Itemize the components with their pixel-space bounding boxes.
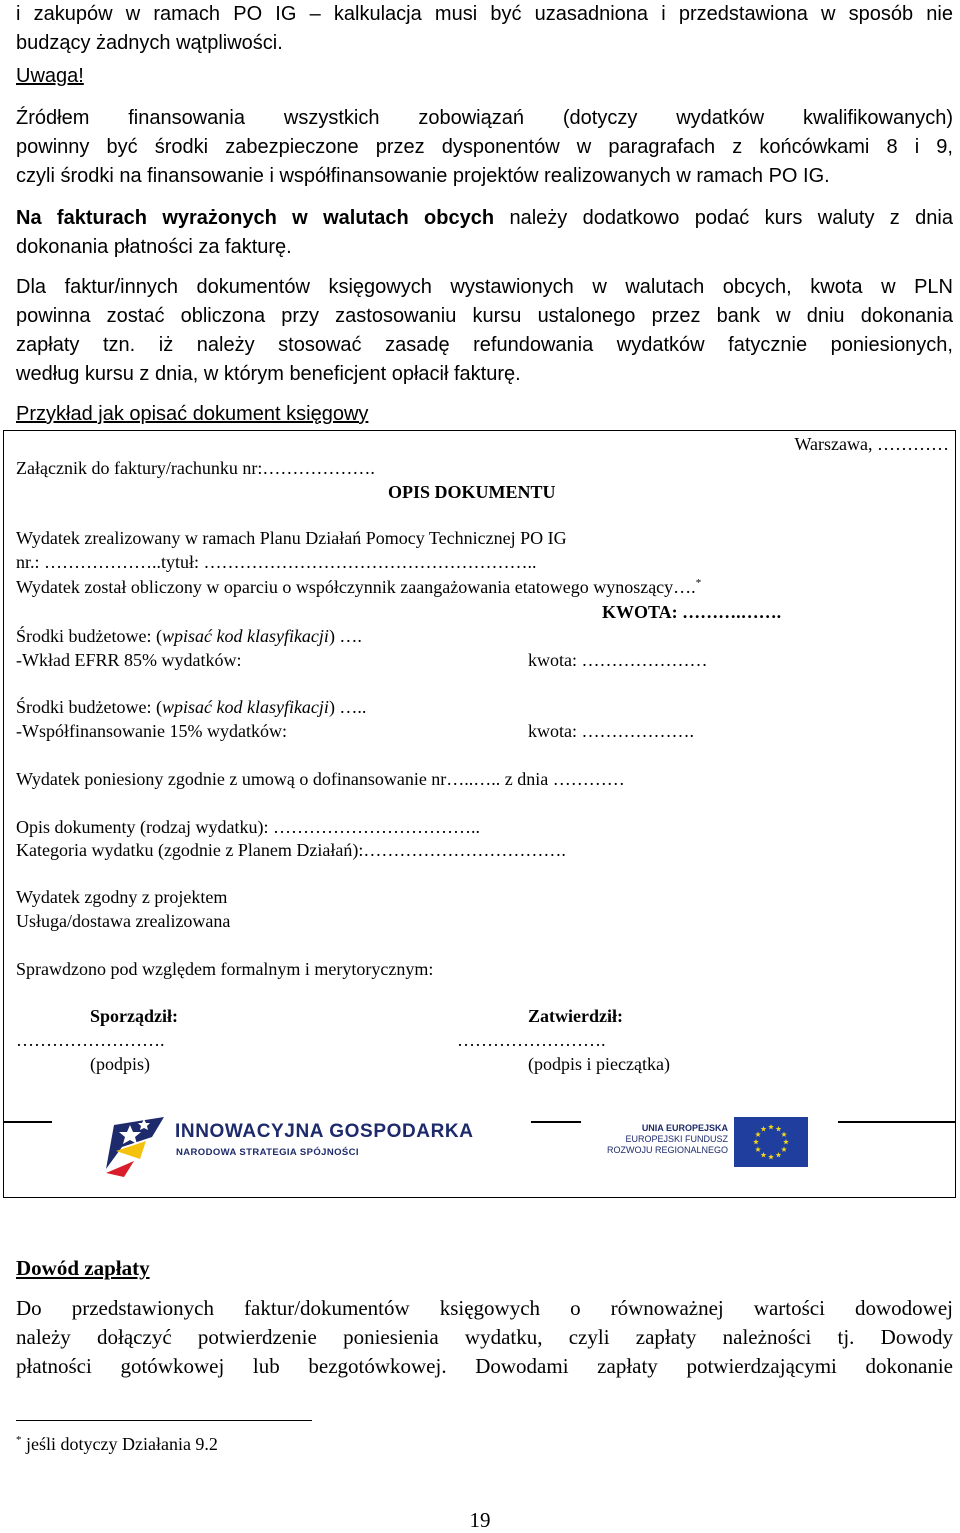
innovative-economy-emblem-icon [100,1111,170,1181]
logo-rule [838,1121,956,1123]
approved-dots: ……………………. [457,1030,606,1050]
foreign-paragraph [16,273,953,389]
prepared-signature: (podpis) [90,1054,150,1074]
eu-logo-line: UNIA EUROPEJSKA [641,1123,728,1133]
eu-logo-line: ROZWOJU REGIONALNEGO [606,1145,728,1155]
logo-rule [531,1121,581,1123]
warsaw-date: Warszawa, ………… [794,434,949,454]
foreign-line: Dla faktur/innych dokumentów księgowych wystawionych w walutach obcych, kwota w PLN [16,276,953,298]
currency-line: dokonania płatności za fakturę. [16,236,292,258]
logo-subtitle: NARODOWA STRATEGIA SPÓJNOŚCI [176,1147,359,1158]
currency-paragraph [16,204,953,262]
eu-flag-icon [734,1117,808,1167]
page-number: 19 [469,1508,491,1532]
payment-line: należy dołączyć potwierdzenie poniesienia wydatku, czyli zapłaty należności tj. Dowody [16,1325,953,1349]
logo-title: INNOWACYJNA GOSPODARKA [175,1121,474,1142]
payment-line: płatności gotówkowej lub bezgotówkowej. Dowodami zapłaty potwierdzającymi dokonanie [16,1354,953,1378]
prepared-dots: ……………………. [16,1030,165,1050]
agreement-line: Wydatek poniesiony zgodnie z umową o dofinansowanie nr…..….. z dnia ………… [16,769,625,789]
category-line: Kategoria wydatku (zgodnie z Planem Działań):……………………………. [16,840,566,860]
approved-label: Zatwierdził: [528,1006,623,1026]
footnote: * jeśli dotyczy Działania 9.2 [16,1434,218,1454]
coefficient-line: Wydatek został obliczony w oparciu o współczynnik zaangażowania etatowego wynoszący….* [16,577,702,597]
description-line: Opis dokumenty (rodzaj wydatku): …………………………….. [16,817,480,837]
cofinancing-amount: kwota: ………………. [528,721,694,741]
approved-signature: (podpis i pieczątka) [528,1054,670,1074]
foreign-line: według kursu z dnia, w którym beneficjent opłacił fakturę. [16,363,521,385]
intro-line: budzący żadnych wątpliwości. [16,32,283,54]
warning-line: czyli środki na finansowanie i współfinansowanie projektów realizowanych w ramach PO IG. [16,165,830,187]
efrr-label: -Wkład EFRR 85% wydatków: [16,650,242,670]
consistent-line: Wydatek zgodny z projektem [16,887,228,907]
efrr-amount: kwota: ………………… [528,650,708,670]
foreign-line: zapłaty tzn. iż należy stosować zasadę refundowania wydatków fatycznie poniesionych, [16,334,953,356]
logo-rule [4,1121,52,1123]
payment-paragraph [16,1294,953,1381]
attachment-line: Załącznik do faktury/rachunku nr:………………. [16,458,375,478]
warning-line: Źródłem finansowania wszystkich zobowiązań (dotyczy wydatków kwalifikowanych) [16,107,953,129]
warning-paragraph [16,104,953,191]
currency-line: Na fakturach wyrażonych w walutach obcych należy dodatkowo podać kurs waluty z dnia [16,207,953,229]
expense-line: Wydatek zrealizowany w ramach Planu Działań Pomocy Technicznej PO IG [16,528,567,548]
footnote-separator [16,1420,312,1421]
form-title: OPIS DOKUMENTU [388,482,556,502]
intro-line: i zakupów w ramach PO IG – kalkulacja musi być uzasadniona i przedstawiona w sposób nie [16,3,953,25]
warning-heading: Uwaga! [16,65,84,87]
budget-line: Środki budżetowe: (wpisać kod klasyfikacji) …. [16,626,362,646]
prepared-label: Sporządził: [90,1006,178,1026]
delivered-line: Usługa/dostawa zrealizowana [16,911,231,931]
cofinancing-label: -Współfinansowanie 15% wydatków: [16,721,287,741]
budget-line: Środki budżetowe: (wpisać kod klasyfikacji) ….. [16,697,367,717]
warning-line: powinny być środki zabezpieczone przez dysponentów w paragrafach z końcówkami 8 i 9, [16,136,953,158]
innovative-economy-logo [100,1111,500,1181]
payment-heading: Dowód zapłaty [16,1256,150,1280]
document-description-form [3,430,956,1198]
foreign-line: powinna zostać obliczona przy zastosowaniu kursu ustalonego przez bank w dniu dokonania [16,305,953,327]
payment-line: Do przedstawionych faktur/dokumentów księgowych o równoważnej wartości dowodowej [16,1296,953,1320]
example-heading: Przykład jak opisać dokument księgowy [16,403,369,425]
eu-logo [598,1121,838,1171]
amount-line: KWOTA: ……….……. [602,602,782,622]
intro-paragraph [16,0,953,58]
expense-number-line: nr.: ………………..tytuł: ……………………………………………….. [16,552,537,572]
eu-logo-line: EUROPEJSKI FUNDUSZ [625,1134,728,1144]
checked-line: Sprawdzono pod względem formalnym i merytorycznym: [16,959,434,979]
